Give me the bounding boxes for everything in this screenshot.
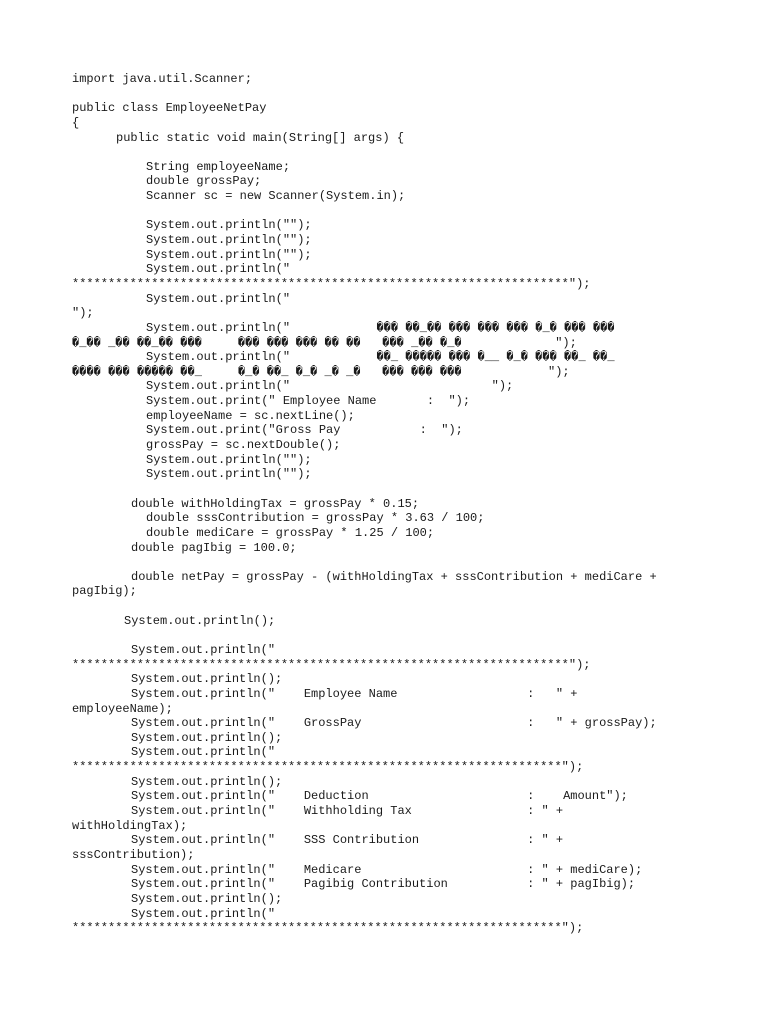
code-line: System.out.println(); <box>124 613 276 628</box>
code-line: *********************************************************************"); <box>72 276 591 291</box>
blank-line <box>0 482 768 497</box>
code-line: pagIbig); <box>72 584 137 599</box>
code-line: System.out.println(" Withholding Tax : " + <box>131 804 564 819</box>
code-line: System.out.println(" <box>131 745 276 760</box>
blank-line <box>0 87 768 102</box>
code-line: System.out.println(" Employee Name : " + <box>131 686 578 701</box>
code-line: ********************************************************************"); <box>72 921 584 936</box>
code-line: System.out.println(" SSS Contribution : " + <box>131 833 564 848</box>
code-line: System.out.println(" <box>146 291 291 306</box>
code-line: double sssContribution = grossPay * 3.63 / 100; <box>146 511 485 526</box>
code-line: ���� ��� ����� ��_ �_� ��_ �_� _� _� ��� ��� ��� "); <box>72 364 570 379</box>
code-line: System.out.println(" ��_ ����� ��� �__ �_� ��� ��_ ��_ <box>146 350 615 365</box>
code-line: grossPay = sc.nextDouble(); <box>146 438 341 453</box>
code-line: ********************************************************************"); <box>72 760 584 775</box>
code-line: System.out.println(" ��� ��_�� ��� ��� ��� �_� ��� ��� <box>146 320 615 335</box>
code-line: Scanner sc = new Scanner(System.in); <box>146 189 406 204</box>
code-line: System.out.println(" GrossPay : " + grossPay); <box>131 716 657 731</box>
code-line: String employeeName; <box>146 159 291 174</box>
blank-line <box>0 145 768 160</box>
code-line: System.out.println(""); <box>146 218 312 233</box>
code-line: import java.util.Scanner; <box>72 72 253 86</box>
code-line: System.out.println(""); <box>146 247 312 262</box>
code-line: System.out.println(); <box>131 672 283 687</box>
blank-line <box>0 599 768 614</box>
code-line: System.out.println(" "); <box>146 379 514 394</box>
code-line: public static void main(String[] args) { <box>116 130 405 145</box>
code-line: System.out.println(" Deduction : Amount"); <box>131 789 628 804</box>
code-line: System.out.println(); <box>131 891 283 906</box>
code-line: "); <box>72 306 94 321</box>
code-line: System.out.println(" <box>131 642 276 657</box>
code-line: double mediCare = grossPay * 1.25 / 100; <box>146 525 435 540</box>
code-line: double withHoldingTax = grossPay * 0.15; <box>131 496 420 511</box>
code-line: sssContribution); <box>72 847 195 862</box>
code-line: employeeName = sc.nextLine(); <box>146 408 355 423</box>
code-line: System.out.println(" Pagibig Contribution : " + pagIbig); <box>131 877 636 892</box>
code-line: withHoldingTax); <box>72 818 188 833</box>
code-line: System.out.println(""); <box>146 467 312 482</box>
code-line: public class EmployeeNetPay <box>72 101 267 116</box>
code-line: System.out.println(" <box>146 262 291 277</box>
code-line: System.out.print("Gross Pay : "); <box>146 423 463 438</box>
code-line: employeeName); <box>72 701 173 716</box>
code-line: System.out.println(""); <box>146 233 312 248</box>
code-line: System.out.println(" <box>131 906 276 921</box>
code-line: double grossPay; <box>146 174 262 189</box>
code-line: double netPay = grossPay - (withHoldingTax + sssContribution + mediCare + <box>131 569 657 584</box>
code-line: System.out.print(" Employee Name : "); <box>146 394 471 409</box>
blank-line <box>0 204 768 219</box>
blank-line <box>0 555 768 570</box>
code-line: �_�� _�� ��_�� ��� ��� ��� ��� �� �� ��� _�� �_� "); <box>72 335 577 350</box>
code-line: *********************************************************************"); <box>72 657 591 672</box>
code-line: double pagIbig = 100.0; <box>131 540 297 555</box>
code-line: { <box>72 115 80 130</box>
code-line: System.out.println(); <box>131 774 283 789</box>
blank-line <box>0 628 768 643</box>
code-document <box>0 72 768 936</box>
code-line: System.out.println(" Medicare : " + mediCare); <box>131 862 643 877</box>
code-line: System.out.println(); <box>131 730 283 745</box>
code-line: System.out.println(""); <box>146 452 312 467</box>
